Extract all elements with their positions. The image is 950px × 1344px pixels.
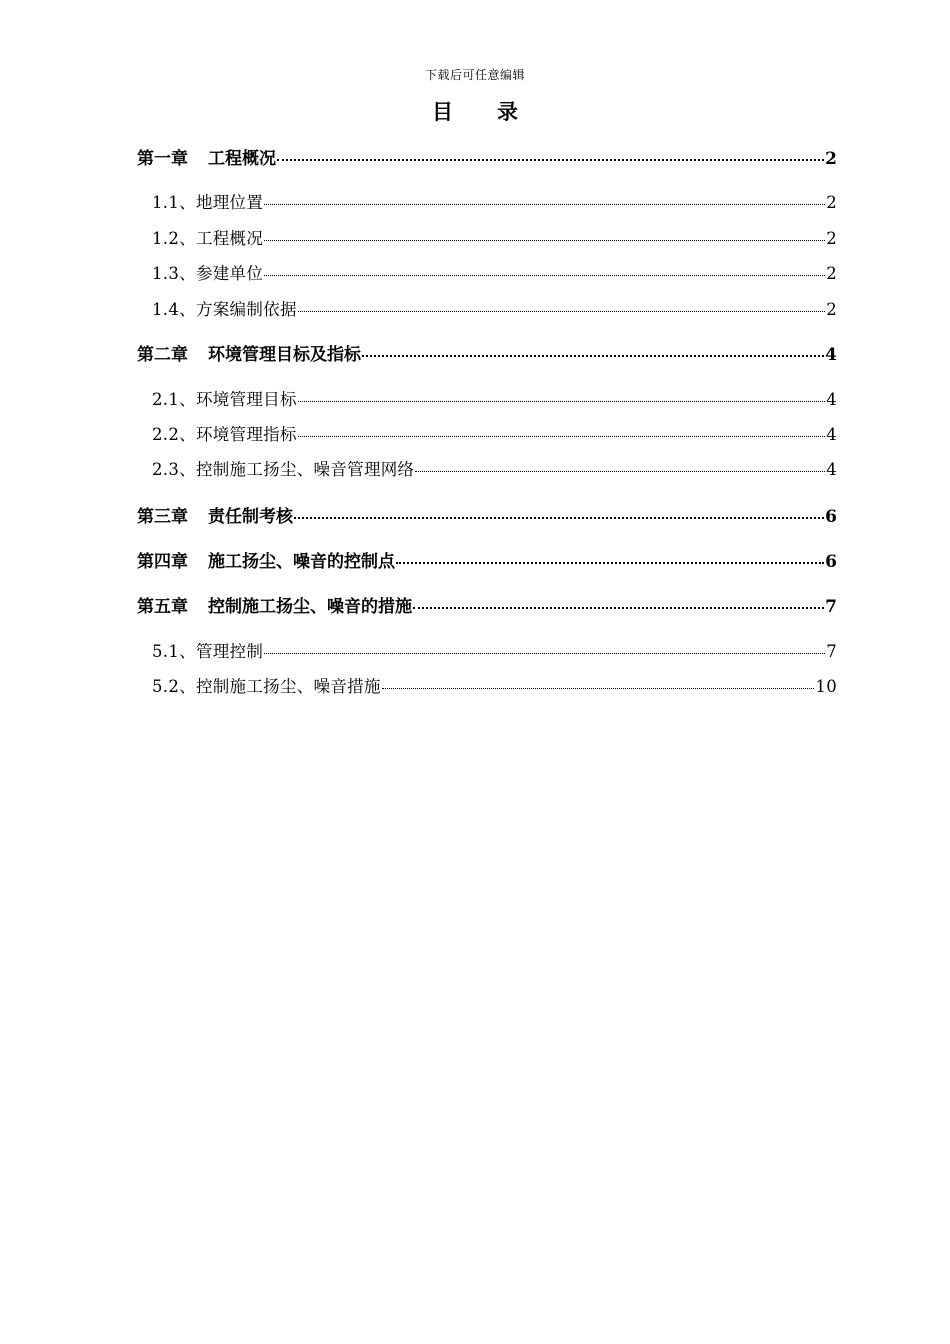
toc-leader: [382, 688, 815, 689]
toc-page-number: 4: [825, 345, 837, 365]
toc-page-number: 4: [826, 425, 837, 444]
toc-leader: [264, 653, 825, 654]
toc-page-number: 7: [826, 642, 837, 661]
toc-leader: [264, 275, 825, 276]
toc-page-number: 2: [826, 193, 837, 212]
toc-leader: [264, 204, 825, 205]
toc-leader: [294, 517, 824, 519]
toc-section-1-4[interactable]: [137, 296, 837, 320]
toc-section-2-1[interactable]: [137, 386, 837, 410]
toc-chapter-title: 环境管理目标及指标: [208, 345, 361, 365]
toc-leader: [298, 311, 825, 312]
toc-page-number: 6: [825, 507, 837, 527]
toc-chapter-title: 施工扬尘、噪音的控制点: [208, 552, 395, 572]
toc-chapter-5[interactable]: [137, 592, 837, 617]
page-title: [0, 96, 950, 126]
toc-chapter-label: 第四章: [137, 552, 188, 572]
toc-section-title: 2.2、环境管理指标: [152, 425, 297, 444]
toc-section-title: 5.2、控制施工扬尘、噪音措施: [152, 677, 381, 696]
toc-section-title: 2.3、控制施工扬尘、噪音管理网络: [152, 460, 415, 479]
toc-page-number: 2: [826, 300, 837, 319]
toc-section-title: 1.2、工程概况: [152, 229, 264, 248]
title-char-2: 录: [497, 99, 518, 124]
toc-leader: [277, 159, 824, 161]
toc-section-2-2[interactable]: [137, 421, 837, 445]
title-char-1: 目: [432, 99, 453, 124]
toc-section-2-3[interactable]: [137, 456, 837, 480]
header-note: 下载后可任意编辑: [424, 68, 525, 82]
toc-leader: [362, 355, 824, 357]
toc-chapter-title: 责任制考核: [208, 507, 293, 527]
toc-chapter-title: 工程概况: [208, 149, 276, 169]
toc-section-title: 2.1、环境管理目标: [152, 390, 297, 409]
toc-page-number: 4: [826, 390, 837, 409]
toc-section-1-1[interactable]: [137, 189, 837, 213]
toc-chapter-title: 控制施工扬尘、噪音的措施: [208, 597, 412, 617]
toc-leader: [396, 562, 824, 564]
toc-leader: [264, 240, 825, 241]
toc-section-title: 1.4、方案编制依据: [152, 300, 297, 319]
toc-chapter-3[interactable]: [137, 502, 837, 527]
toc-page-number: 4: [826, 460, 837, 479]
toc-page-number: 2: [826, 229, 837, 248]
toc-page-number: 7: [825, 597, 837, 617]
toc-section-title: 1.1、地理位置: [152, 193, 264, 212]
toc-chapter-4[interactable]: [137, 547, 837, 572]
toc-leader: [413, 607, 824, 609]
toc-chapter-2[interactable]: [137, 340, 837, 365]
toc-page-number: 6: [825, 552, 837, 572]
toc-leader: [298, 401, 825, 402]
toc-chapter-label: 第三章: [137, 507, 188, 527]
toc-page-number: 10: [815, 677, 837, 696]
toc-section-1-2[interactable]: [137, 225, 837, 249]
toc-chapter-label: 第一章: [137, 149, 188, 169]
toc-leader: [415, 471, 825, 472]
toc-leader: [298, 436, 825, 437]
toc-page-number: 2: [826, 264, 837, 283]
toc-section-title: 1.3、参建单位: [152, 264, 264, 283]
toc-section-5-2[interactable]: [137, 673, 837, 697]
toc-chapter-label: 第五章: [137, 597, 188, 617]
toc-chapter-label: 第二章: [137, 345, 188, 365]
toc-section-title: 5.1、管理控制: [152, 642, 264, 661]
toc-page-number: 2: [825, 149, 837, 169]
toc-chapter-1[interactable]: [137, 144, 837, 169]
toc-section-1-3[interactable]: [137, 260, 837, 284]
toc-section-5-1[interactable]: [137, 638, 837, 662]
